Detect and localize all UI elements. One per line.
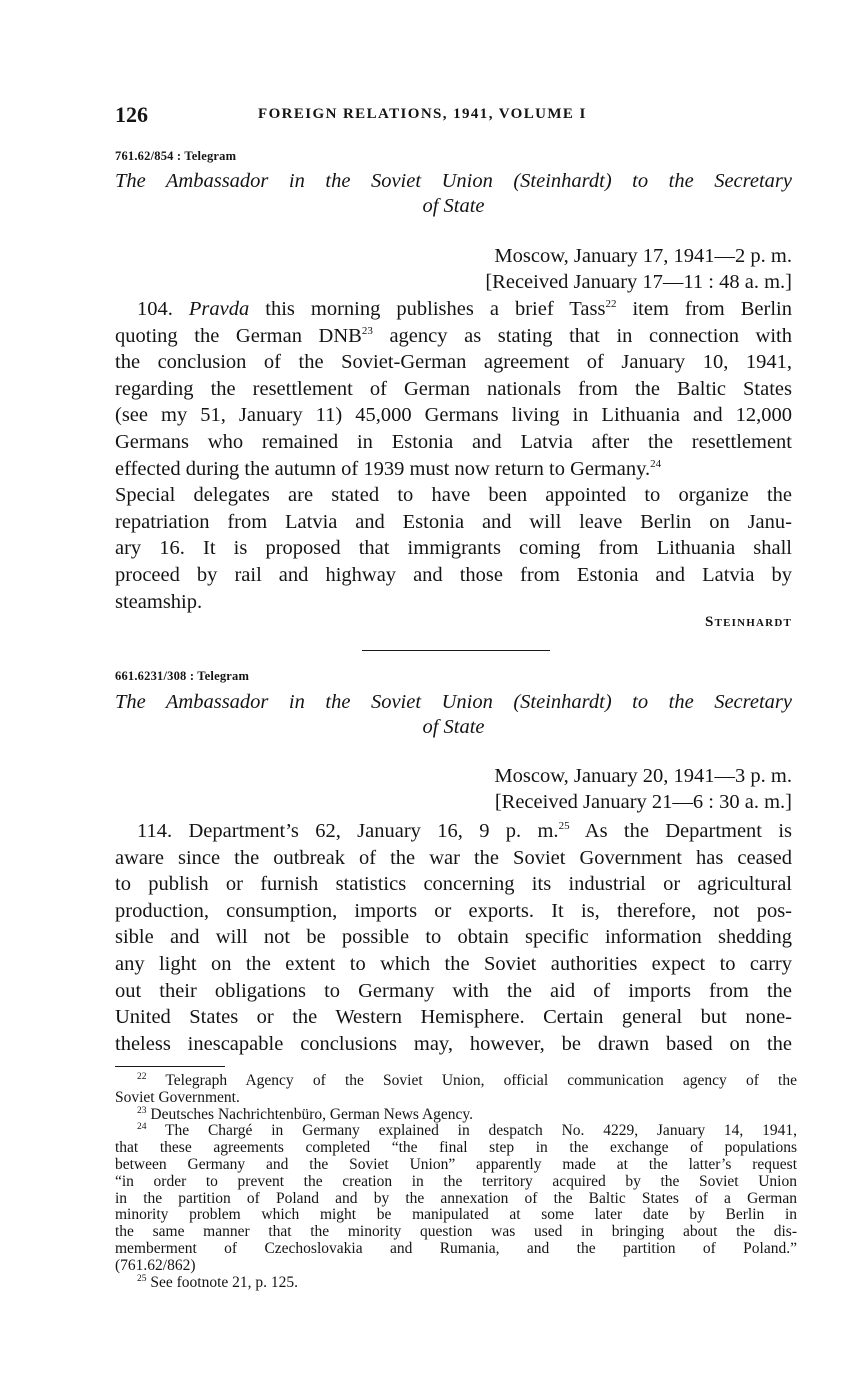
doc2-body-line: aware since the outbreak of the war the Soviet Government has ceased bbox=[115, 846, 792, 869]
doc1-body-line: repatriation from Latvia and Estonia and will leave Berlin on Janu- bbox=[115, 510, 792, 533]
footnote-ref: 22 bbox=[605, 298, 617, 311]
doc2-body-line: production, consumption, imports or exports. It is, therefore, not pos- bbox=[115, 899, 792, 922]
doc1-body-line: effected during the autumn of 1939 must now return to Germany.$^{24}$ bbox=[115, 457, 662, 480]
doc1-title bbox=[115, 169, 792, 219]
document-separator bbox=[362, 650, 550, 651]
doc1-body-line: Germans who remained in Estonia and Latvia after the resettlement bbox=[115, 430, 792, 453]
doc1-received: [Received January 17—11 : 48 a. m.] bbox=[485, 271, 792, 293]
doc2-body-line: any light on the extent to which the Soviet authorities expect to carry bbox=[115, 952, 792, 975]
doc1-title-line2: of State bbox=[422, 195, 485, 217]
page-header bbox=[115, 102, 795, 128]
doc1-body-line: regarding the resettlement of German nationals from the Baltic States bbox=[115, 377, 792, 400]
footnote-22: $^{22}$ Telegraph Agency of the Soviet Union, official communication agency of the Soviet Government. bbox=[115, 1071, 797, 1106]
footnote-25: $^{25}$ See footnote 21, p. 125. bbox=[137, 1273, 299, 1291]
doc1-body-line: ary 16. It is proposed that immigrants coming from Lithuania shall bbox=[115, 537, 792, 560]
doc1-body-line: steamship. bbox=[115, 590, 203, 613]
doc1-body-line: quoting the German DNB$^{23}$ agency as stating that in connection with bbox=[115, 324, 792, 347]
footnote-number: 25 bbox=[137, 1273, 147, 1284]
doc2-body-line: to publish or furnish statistics concerning its industrial or agricultural bbox=[115, 873, 792, 896]
doc1-body-line: the conclusion of the Soviet-German agreement of January 10, 1941, bbox=[115, 351, 792, 374]
doc1-body-line: Special delegates are stated to have been appointed to organize the bbox=[115, 484, 792, 507]
newspaper-name: Pravda bbox=[188, 298, 250, 320]
doc2-dateline-block bbox=[494, 763, 792, 815]
doc1-signature: Steinhardt bbox=[705, 614, 792, 630]
footnote-rule bbox=[115, 1066, 225, 1067]
footnote-ref: 24 bbox=[650, 457, 662, 470]
doc1-dateline: Moscow, January 17, 1941—2 p. m. bbox=[494, 245, 792, 267]
footnote-number: 23 bbox=[137, 1105, 147, 1116]
doc1-body-line: (see my 51, January 11) 45,000 Germans living in Lithuania and 12,000 bbox=[115, 404, 792, 427]
doc2-paragraph-number: 114. bbox=[137, 820, 173, 842]
doc2-dateline: Moscow, January 20, 1941—3 p. m. bbox=[494, 765, 792, 787]
doc2-file-id: 661.6231/308 : Telegram bbox=[115, 669, 250, 683]
doc2-body bbox=[115, 818, 792, 1057]
footnote-23: $^{23}$ Deutsches Nachrichtenbüro, German News Agency. bbox=[137, 1105, 474, 1123]
doc1-body-line: 104. Pravda this morning publishes a brief Tass$^{22}$ item from Berlin bbox=[137, 298, 792, 320]
footnote-24: $^{24}$ The Chargé in Germany explained in despatch No. 4229, January 14, 1941, that these agreements completed “the final step in the exchange of populations between Germany and the Soviet Union” apparently made at the latter’s request “in order to prevent the creation in the territory acquired by the Soviet Union in the partition of Poland and by the annexation of the Baltic States of a German minority problem which might be manipulated at some later date by Berlin in the same manner that the minority question was used in bringing about the dis- memberment of Czechoslovakia and Rumania, and the partition of Poland.” (761.62/862) bbox=[115, 1122, 797, 1274]
doc1-body bbox=[115, 296, 792, 615]
doc2-title-line1: The Ambassador in the Soviet Union (Steinhardt) to the Secretary bbox=[115, 691, 792, 713]
doc2-title-line2: of State bbox=[422, 716, 485, 738]
footnote-ref: 25 bbox=[558, 820, 570, 833]
footnote-ref: 23 bbox=[361, 324, 373, 337]
doc2-received: [Received January 21—6 : 30 a. m.] bbox=[494, 791, 792, 813]
running-head: FOREIGN RELATIONS, 1941, VOLUME I bbox=[258, 106, 587, 122]
doc2-title bbox=[115, 690, 792, 740]
doc1-body-line: proceed by rail and highway and those from Estonia and Latvia by bbox=[115, 563, 792, 586]
doc2-body-line: United States or the Western Hemisphere. Certain general but none- bbox=[115, 1006, 792, 1029]
page-number: 126 bbox=[115, 102, 148, 127]
doc1-dateline-block bbox=[485, 243, 792, 295]
doc2-body-line: theless inescapable conclusions may, however, be drawn based on the bbox=[115, 1032, 792, 1055]
doc1-paragraph-number: 104. bbox=[137, 298, 173, 320]
footnote-number: 24 bbox=[137, 1122, 147, 1133]
doc1-title-line1: The Ambassador in the Soviet Union (Steinhardt) to the Secretary bbox=[115, 170, 792, 192]
doc2-body-line: sible and will not be possible to obtain specific information shedding bbox=[115, 926, 792, 949]
footnote-number: 22 bbox=[137, 1071, 147, 1082]
doc2-body-line: 114. Department’s 62, January 16, 9 p. m.$^{25}$ As the Department is bbox=[137, 820, 793, 842]
doc2-body-line: out their obligations to Germany with the aid of imports from the bbox=[115, 979, 792, 1002]
doc1-file-id: 761.62/854 : Telegram bbox=[115, 149, 237, 163]
footnotes bbox=[115, 1073, 797, 1291]
